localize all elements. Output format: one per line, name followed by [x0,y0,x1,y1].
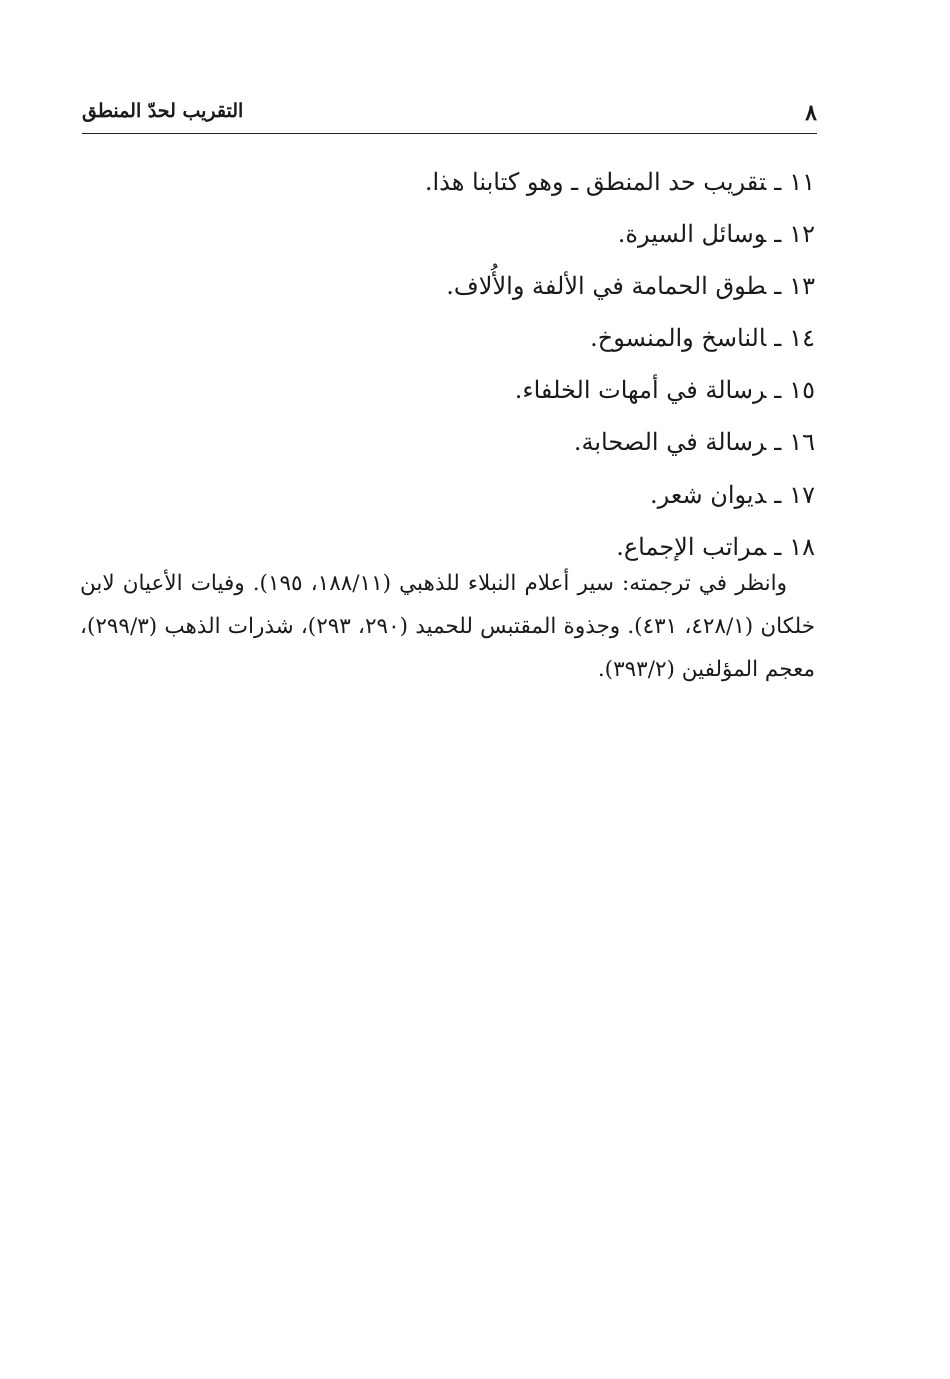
list-item [425,160,815,212]
item-number: ١٢ [789,220,815,249]
works-list [425,160,815,577]
item-dash: ـ [774,168,782,196]
item-text: رسالة في الصحابة. [573,428,767,457]
item-text: رسالة في أمهات الخلفاء. [514,376,767,405]
item-dash: ـ [774,428,782,457]
list-item [425,368,815,420]
item-number: ١١ [789,168,815,196]
item-number: ١٥ [789,376,815,405]
list-item [425,316,815,368]
item-text: ديوان شعر. [650,480,767,509]
item-text: وسائل السيرة. [617,220,767,249]
header-rule [82,133,817,134]
list-item [425,473,815,525]
item-dash: ـ [774,220,782,249]
item-text: الناسخ والمنسوخ. [590,324,767,353]
item-dash: ـ [774,272,782,301]
page-header [82,96,817,132]
running-title: التقريب لحدّ المنطق [82,100,244,122]
item-number: ١٦ [789,428,815,457]
item-dash: ـ [774,324,782,353]
item-text: طوق الحمامة في الألفة والأُلاف. [446,272,767,301]
item-text: مراتب الإجماع. [616,532,767,561]
reference-note: وانظر في ترجمته: سير أعلام النبلاء للذهبي (١٨٨/١١، ١٩٥). وفيات الأعيان لابن خلكان (٤٢٨/١، ٤٣١). وجذوة المقتبس للحميد (٢٩٠، ٢٩٣)، شذرات الذهب (٢٩٩/٣)، معجم المؤلفين (٣٩٣/٢). [80,571,815,682]
item-dash: ـ [774,532,782,561]
list-item [425,212,815,264]
item-dash: ـ [774,376,782,405]
item-dash: ـ [774,480,782,509]
item-number: ١٣ [789,272,815,301]
item-number: ١٤ [789,324,815,353]
page-number: ٨ [805,100,817,126]
item-text: تقريب حد المنطق ـ وهو كتابنا هذا. [424,168,767,196]
list-item [425,420,815,472]
item-number: ١٨ [789,532,815,561]
item-number: ١٧ [789,480,815,509]
list-item [425,264,815,316]
